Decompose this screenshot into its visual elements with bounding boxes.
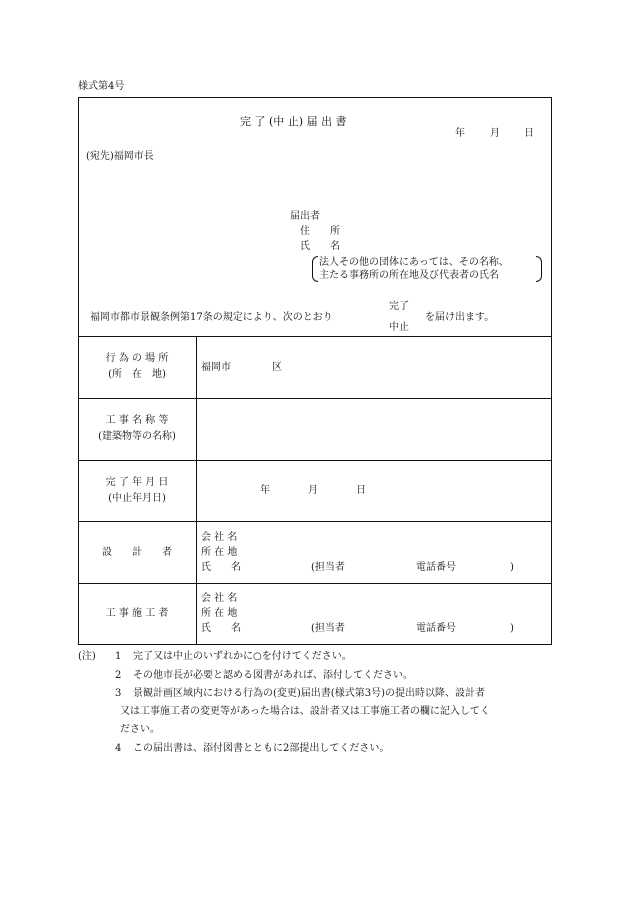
statement-option-complete: 完了 [389,301,409,312]
designer-address-label: 所 在 地 [201,547,238,558]
designer-person-label: (担当者 [311,562,345,573]
form-title: 完 了 (中 止) 届 出 書 [240,115,347,128]
note-3-number: 3 [115,688,122,699]
location-city: 福岡市 [201,362,231,373]
applicant-note-line2: 主たる事務所の所在地及び代表者の氏名 [319,270,499,281]
contractor-label: 工 事 施 工 者 [105,608,169,619]
addressee: (宛先)福岡市長 [86,151,154,162]
date-day-label: 日 [524,128,534,139]
date-year-label: 年 [455,128,465,139]
note-1: 完了又は中止のいずれかに○を付けてください。 [133,651,352,662]
notes-heading: (注) [78,651,96,662]
designer-company-label: 会 社 名 [201,532,238,543]
applicant-label: 届出者 [290,211,320,222]
form-number: 様式第4号 [78,81,125,92]
contractor-name-label: 氏 名 [201,623,241,634]
designer-name-label: 氏 名 [201,562,241,573]
designer-close-paren: ) [510,562,514,573]
note-bracket-right [536,256,542,282]
divider-row2 [78,460,552,461]
note-2-number: 2 [115,670,122,681]
project-sublabel: (建築物等の名称) [98,431,176,442]
completion-month-label: 月 [308,485,318,496]
designer-phone-label: 電話番号 [416,562,456,573]
statement-after: を届け出ます。 [425,312,495,323]
contractor-phone-label: 電話番号 [416,623,456,634]
divider-row3 [78,521,552,522]
applicant-note-line1: 法人その他の団体にあっては、その名称、 [319,257,509,268]
statement-before: 福岡市都市景観条例第17条の規定により、次のとおり [90,312,333,323]
contractor-person-label: (担当者 [311,623,345,634]
project-label: 工 事 名 称 等 [105,415,169,426]
location-ward: 区 [272,362,282,373]
applicant-address-label: 住 所 [300,226,340,237]
completion-day-label: 日 [356,485,366,496]
contractor-address-label: 所 在 地 [201,608,238,619]
statement-option-cancel: 中止 [389,322,409,333]
completion-label: 完 了 年 月 日 [105,477,169,488]
note-3-line3: ださい。 [120,724,160,735]
note-1-number: 1 [115,651,122,662]
divider-header [78,336,552,337]
contractor-close-paren: ) [510,623,514,634]
location-sublabel: (所 在 地) [108,369,166,380]
note-3-line1: 景観計画区域内における行為の(変更)届出書(様式第3号)の提出時以降、設計者 [133,688,485,699]
divider-row1 [78,398,552,399]
completion-sublabel: (中止年月日) [108,493,166,504]
completion-year-label: 年 [260,485,270,496]
location-label: 行 為 の 場 所 [105,353,169,364]
note-4: この届出書は、添付図書とともに2部提出してください。 [133,743,390,754]
note-2: その他市長が必要と認める図書があれば、添付してください。 [133,670,413,681]
contractor-company-label: 会 社 名 [201,593,238,604]
note-4-number: 4 [115,743,122,754]
divider-row4 [78,583,552,584]
applicant-name-label: 氏 名 [300,241,340,252]
note-bracket-left [312,256,318,282]
designer-label: 設 計 者 [102,547,172,558]
date-month-label: 月 [490,128,500,139]
note-3-line2: 又は工事施工者の変更等があった場合は、設計者又は工事施工者の欄に記入してく [120,706,490,717]
label-column-divider [196,336,197,645]
